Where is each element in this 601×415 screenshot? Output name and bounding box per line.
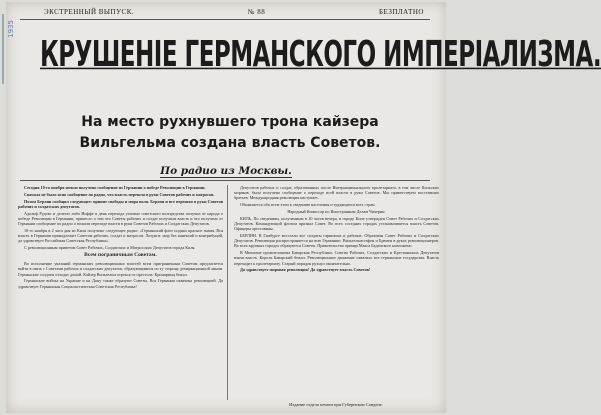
archive-stamp: 1935 [7,20,15,38]
column-paragraph: Сначала не было ясно сообщение по радио, что власть перешла в руки Советов рабочих и матросов. [24,191,215,197]
subheadline-2: Вильгельма создана власть Советов. [79,135,381,151]
footer-imprint: Издание отдела печати при Губернском Совдепе. [289,402,383,407]
column-signature: Народный Комиссар по Иностранным Делам Чичерин. [287,209,386,214]
byline-text: По радио из Москвы. [160,165,292,177]
column-paragraph: Потом Берлин сообщил следующее: принят свободы и мира воля. Берлин и все перешли в руки Советов рабочих и солдатских депутатов. [18,198,223,209]
column-paragraph: Объявляется обо всем этом к сведению населения и трудящихся всех стран. [240,202,376,208]
column-section-title: Всем пограничным Советам. [84,252,157,259]
issue-type: ЭКСТРЕННЫЙ ВЫПУСК. [44,8,135,16]
masthead-line [44,8,424,16]
top-rule [20,19,430,20]
column-paragraph: Депутатов рабочих и солдат, образованных после Интернационального пролетариата, в том числе Кильских моряков, было получено сообщение о переходе всей власти в руки Советов. Мы приветствуем восставших братьев. Международная революция наступает. [234,185,439,201]
price-label: БЕЗПЛАТНО [378,8,424,16]
column-paragraph: С революционным приветом Совет Рабочих, Солдатских и Матросских Депутатов города Киля. [24,245,196,250]
issue-number: № 88 [247,8,266,16]
column-paragraph: Германские войска на Украине и на Дону также образуют Советы. Вся Германия охвачена революцией. Да здравствует Германская Социалистическая Советская Республика! [18,278,223,289]
column-paragraph: 10-го ноября в 2 часа дня из Киля получено следующее радио: «Германский флот поднял красное знамя. Вся власть в Германии принадлежит Советам рабочих, солдат и матросов. Лозунги: мир без аннексий и контрибуций, да здравствует Российская Советская Республика». [18,227,223,244]
column-paragraph: Сегодня 10-го ноября ночью получено сообщение из Германии о победе Революции в Германии. [24,185,206,190]
column-paragraph: Адольф Рудовс и делегат либо Иоффе в день перехода угловые советского полпредства получил от народа о победе Революции в Германии, принесло о том что Советы рабочих и солдат получили власть и что получено от Германии сообщение по радио о полном переходе власти в руки Советов Рабочих и Солдатских Депутатов. [18,210,223,226]
main-headline: КРУШЕНІЕ ГЕРМАНСКОГО ИМПЕРІАЛИЗМА. [40,35,601,76]
column-divider [227,185,228,400]
section-rule [20,180,430,181]
column-paragraph: Во исполнение указаний германских революционных властей всем приграничным Советам предлагается войти в связь с Советами рабочих и солдатских депутатов, образующимися по ту сторону демаркационной линии. Германские солдаты отходят домой. Кайзер Вильгельм отрекся от престола. Кронпринц бежал. [18,261,223,277]
column-paragraph: КИЛЬ. По сведениям, полученным в 10 часов вечера, в городе Киле утвержден Совет Рабочих и Солдатских Депутатов. Командующий флотом признал Совет. Во всех соседних городах устанавливается власть Советов. Офицеры арестованы. [234,215,439,232]
right-column [234,185,439,274]
byline [6,165,446,177]
column-paragraph: Да здравствует мировая революция! Да здравствует власть Советов! [240,267,371,273]
column-paragraph: БЕРЛИН. В Гамбурге восстали все солдаты гарнизона и рабочие. Образован Совет Рабочих и Солдатских Депутатов. Революция распространяется на всю Германию. Вильгельмсгафен и Бремен в руках революционеров. Во всех крупных городах образуются Советы. Правительство принца Макса Баденского низложено. [234,233,439,249]
column-paragraph: В Мюнхене провозглашена Баварская Республика. Советы Рабочих, Солдатских и Крестьянских Депутатов взяли власть. Король Баварский бежал. Революционное движение охватило все германские государства. Власть переходит к пролетариату. Старый порядок рухнул окончательно. [234,250,439,266]
left-column [18,185,223,290]
subheadline-1: На место рухнувшего трона кайзера [81,114,379,130]
newspaper-sheet [6,2,601,413]
